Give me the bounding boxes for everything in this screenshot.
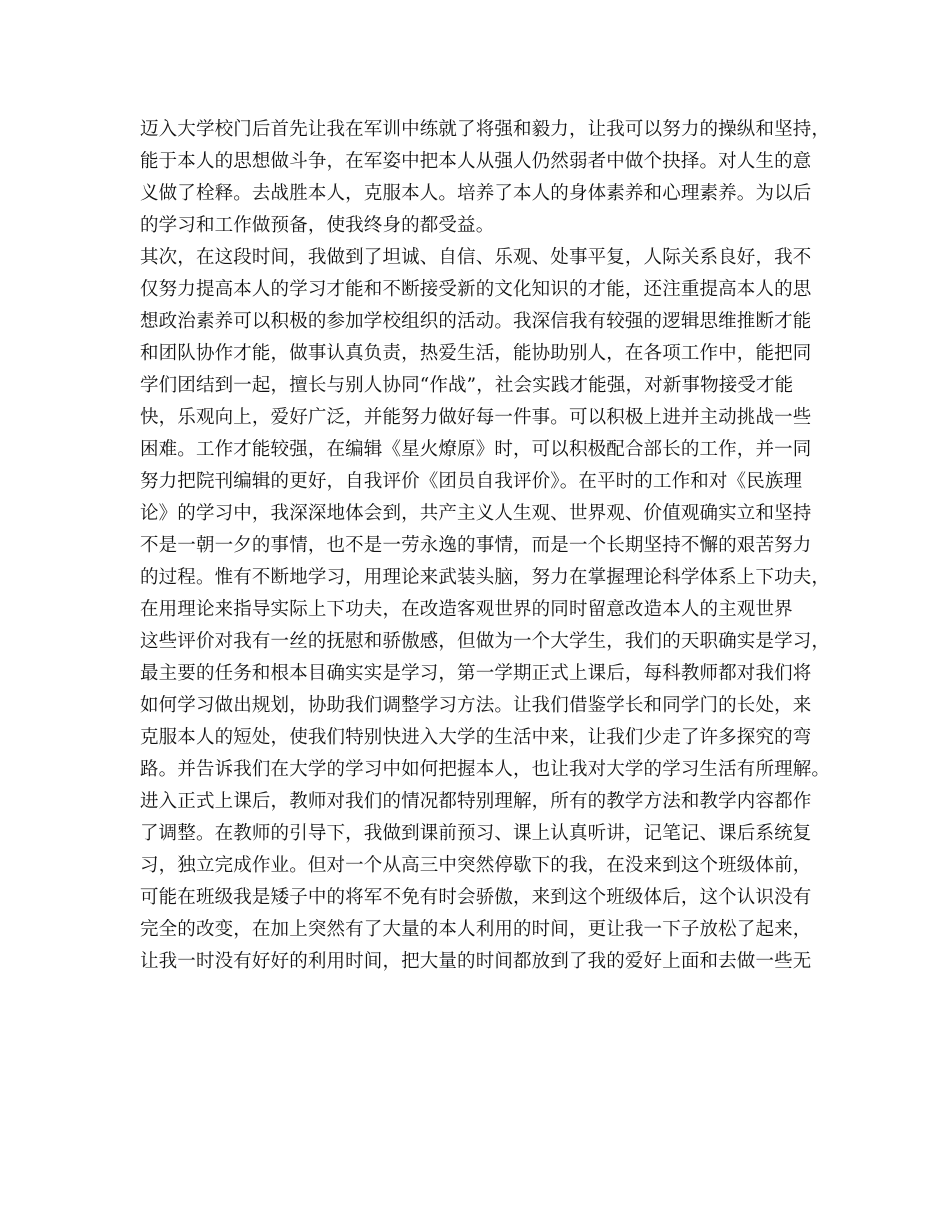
text-line: 迈入大学校门后首先让我在军训中练就了将强和毅力，让我可以努力的操纵和坚持， xyxy=(140,119,831,140)
text-line: 的学习和工作做预备，使我终身的都受益。 xyxy=(140,215,495,236)
text-line: 和团队协作才能，做事认真负责，热爱生活，能协助别人，在各项工作中，能把同 xyxy=(140,343,812,364)
text-line: 最主要的任务和根本目确实实是学习，第一学期正式上课后，每科教师都对我们将 xyxy=(140,663,812,684)
text-line: 可能在班级我是矮子中的将军不免有时会骄傲，来到这个班级体后，这个认识没有 xyxy=(140,887,812,908)
text-line: 让我一时没有好好的利用时间，把大量的时间都放到了我的爱好上面和去做一些无 xyxy=(140,951,812,972)
text-line: 了调整。在教师的引导下，我做到课前预习、课上认真听讲，记笔记、课后系统复 xyxy=(140,823,812,844)
text-line: 路。并告诉我们在大学的学习中如何把握本人，也让我对大学的学习生活有所理解。 xyxy=(140,759,831,780)
text-line: 的过程。惟有不断地学习，用理论来武装头脑，努力在掌握理论科学体系上下功夫， xyxy=(140,567,831,588)
text-line: 义做了栓释。去战胜本人，克服本人。培养了本人的身体素养和心理素养。为以后 xyxy=(140,183,812,204)
text-line: 在用理论来指导实际上下功夫，在改造客观世界的同时留意改造本人的主观世界 xyxy=(140,599,793,620)
text-line: 困难。工作才能较强，在编辑《星火燎原》时，可以积极配合部长的工作，并一同 xyxy=(140,439,812,460)
text-line: 这些评价对我有一丝的抚慰和骄傲感，但做为一个大学生，我们的天职确实是学习， xyxy=(140,631,831,652)
text-line: 仅努力提高本人的学习才能和不断接受新的文化知识的才能，还注重提高本人的思 xyxy=(140,279,812,300)
text-line: 习，独立完成作业。但对一个从高三中突然停歇下的我，在没来到这个班级体前， xyxy=(140,855,812,876)
body-text xyxy=(140,114,840,978)
text-line: 其次，在这段时间，我做到了坦诚、自信、乐观、处事平复，人际关系良好，我不 xyxy=(140,247,812,268)
text-line: 完全的改变，在加上突然有了大量的本人利用的时间，更让我一下子放松了起来， xyxy=(140,919,812,940)
text-line: 学们团结到一起，擅长与别人协同“作战”，社会实践才能强，对新事物接受才能 xyxy=(140,375,794,396)
text-line: 努力把院刊编辑的更好，自我评价《团员自我评价》。在平时的工作和对《民族理 xyxy=(140,471,803,492)
text-line: 快，乐观向上，爱好广泛，并能努力做好每一件事。可以积极上进并主动挑战一些 xyxy=(140,407,812,428)
text-line: 克服本人的短处，使我们特别快进入大学的生活中来，让我们少走了许多探究的弯 xyxy=(140,727,812,748)
text-line: 能于本人的思想做斗争，在军姿中把本人从强人仍然弱者中做个抉择。对人生的意 xyxy=(140,151,812,172)
text-line: 进入正式上课后，教师对我们的情况都特别理解，所有的教学方法和教学内容都作 xyxy=(140,791,812,812)
text-line: 想政治素养可以积极的参加学校组织的活动。我深信我有较强的逻辑思维推断才能 xyxy=(140,311,812,332)
text-line: 不是一朝一夕的事情，也不是一劳永逸的事情，而是一个长期坚持不懈的艰苦努力 xyxy=(140,535,812,556)
text-line: 如何学习做出规划，协助我们调整学习方法。让我们借鉴学长和同学门的长处，来 xyxy=(140,695,812,716)
text-line: 论》的学习中，我深深地体会到，共产主义人生观、世界观、价值观确实立和坚持 xyxy=(140,503,812,524)
